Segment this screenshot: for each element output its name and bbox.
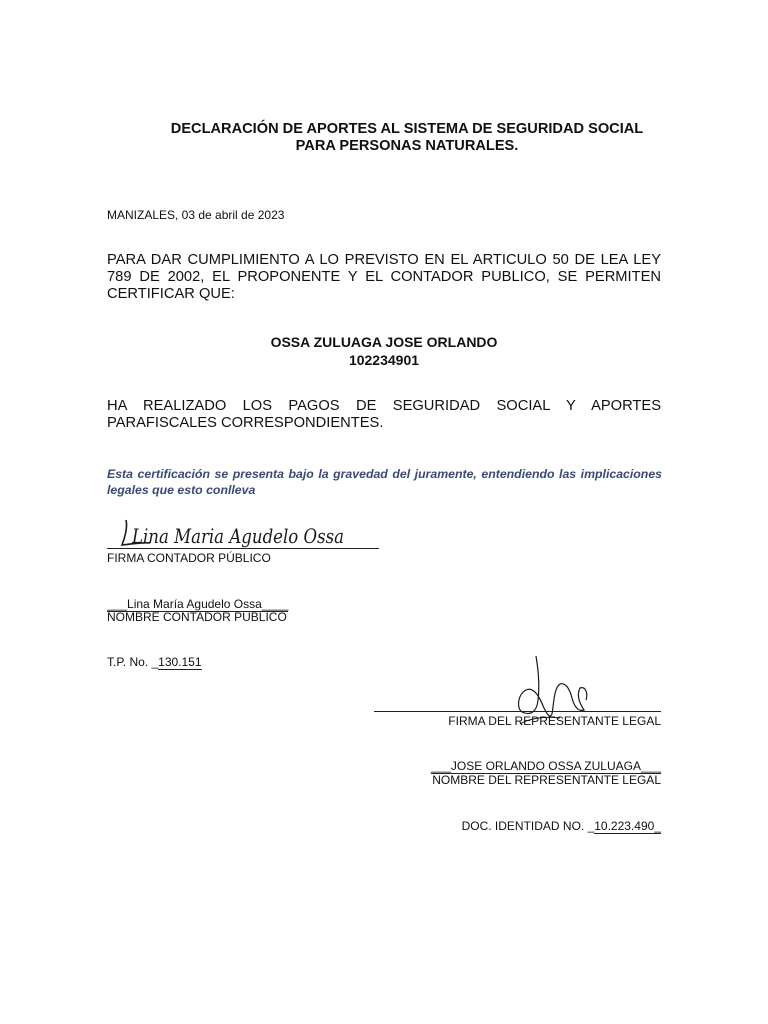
accountant-name-row <box>107 597 288 611</box>
representative-signature-line <box>374 711 661 712</box>
doc-id-row <box>374 819 661 833</box>
accountant-name-prefix: ___ <box>107 597 128 611</box>
oath-note: Esta certificación se presenta bajo la gravedad del juramente, entendiendo las implicaciones legales que esto conlleva <box>107 467 662 497</box>
accountant-name-label: NOMBRE CONTADOR PUBLICO <box>107 610 287 624</box>
doc-id-value: 10.223.490 <box>594 819 655 833</box>
intro-paragraph: PARA DAR CUMPLIMIENTO A LO PREVISTO EN EL ARTICULO 50 DE LEA LEY 789 DE 2002, EL PROPONENTE Y EL CONTADOR PUBLICO, SE PERMITEN CERTIFICAR QUE: <box>107 252 661 302</box>
doc-id-label: DOC. IDENTIDAD NO. _ <box>461 819 595 833</box>
title-line-1: DECLARACIÓN DE APORTES AL SISTEMA DE SEGURIDAD SOCIAL <box>170 121 644 137</box>
accountant-signature-label: FIRMA CONTADOR PÚBLICO <box>107 551 271 565</box>
title-line-2: PARA PERSONAS NATURALES. <box>295 138 519 154</box>
accountant-signature-text: Lina Maria Agudelo Ossa <box>131 524 344 548</box>
tp-row <box>107 655 202 669</box>
statement-paragraph: HA REALIZADO LOS PAGOS DE SEGURIDAD SOCIAL Y APORTES PARAFISCALES CORRESPONDIENTES. <box>107 398 661 431</box>
tp-value: 130.151 <box>158 655 202 669</box>
accountant-signature-line <box>107 548 379 549</box>
date-line: MANIZALES, 03 de abril de 2023 <box>107 208 285 222</box>
accountant-signature <box>118 512 348 552</box>
subject-id: 102234901 <box>348 352 420 368</box>
document-title <box>107 121 707 155</box>
representative-name: JOSE ORLANDO OSSA ZULUAGA <box>450 759 641 773</box>
representative-name-suffix: ___ <box>640 759 661 773</box>
subject-block <box>107 333 661 369</box>
representative-name-label: NOMBRE DEL REPRESENTANTE LEGAL <box>432 773 661 787</box>
accountant-name: Lina María Agudelo Ossa <box>127 597 262 611</box>
representative-name-row <box>374 759 661 773</box>
representative-name-prefix: ___ <box>430 759 451 773</box>
doc-id-suffix: _ <box>654 819 661 833</box>
subject-name: OSSA ZULUAGA JOSE ORLANDO <box>270 334 498 350</box>
tp-label: T.P. No. _ <box>107 655 159 669</box>
representative-signature-label: FIRMA DEL REPRESENTANTE LEGAL <box>448 714 661 728</box>
accountant-name-suffix: ____ <box>261 597 289 611</box>
